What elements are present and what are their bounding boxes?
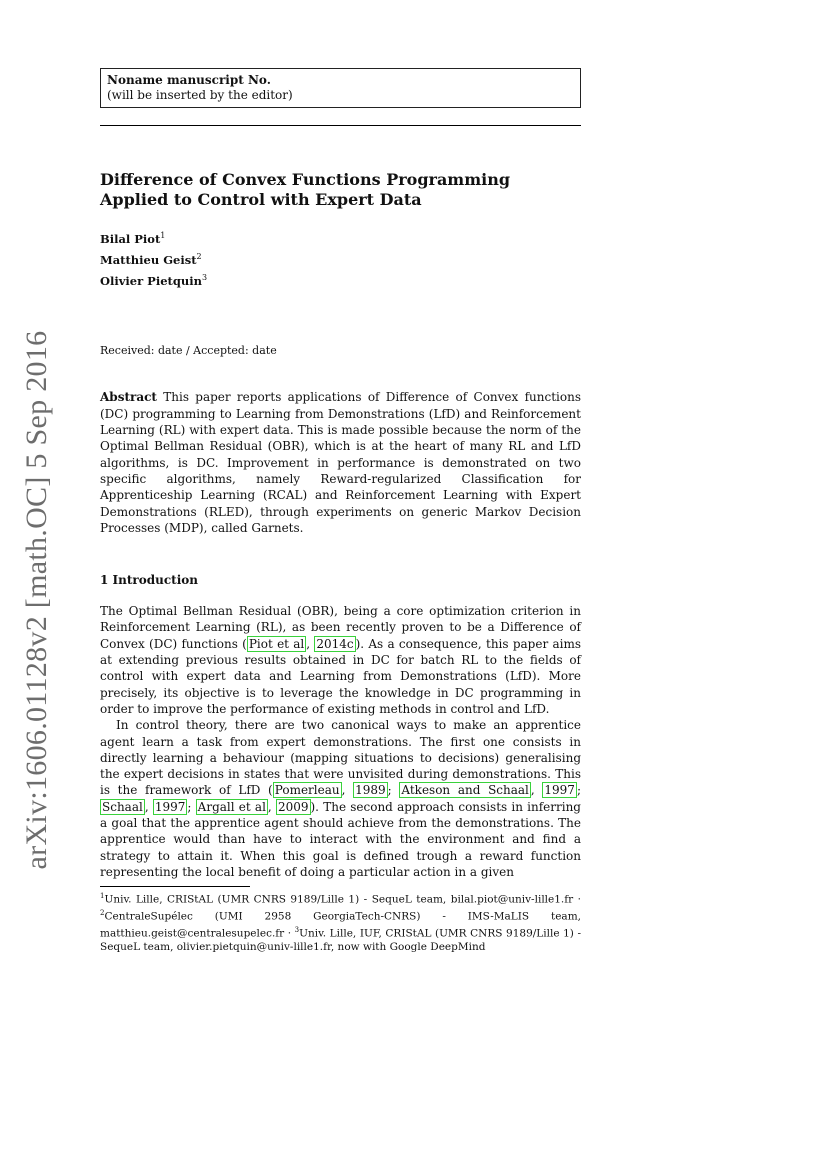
paper-title: Difference of Convex Functions Programming Applied to Control with Expert Data [100, 170, 511, 209]
citation-link[interactable]: 1989 [355, 783, 386, 798]
author-name: Bilal Piot [100, 231, 161, 246]
manuscript-line-2: (will be inserted by the editor) [107, 88, 293, 102]
footnote-text: CentraleSupélec (UMI 2958 GeorgiaTech-CNRS) - IMS-MaLIS team, matthieu.geist@centralesupelec.fr · [100, 910, 581, 940]
citation-link[interactable]: 2014c [316, 636, 354, 651]
text-run: , [144, 799, 153, 814]
footnote-text: Univ. Lille, IUF, CRIStAL (UMR CNRS 9189/Lille 1) - SequeL team, olivier.pietquin@univ-lille1.fr, now with Google DeepMind [100, 927, 581, 954]
paragraph-2 [100, 717, 581, 880]
author-mark: 3 [201, 272, 208, 282]
citation-link[interactable]: Piot et al [248, 636, 305, 651]
author-mark: 2 [196, 251, 202, 261]
text-run: , [341, 783, 354, 798]
citation-link[interactable]: Schaal [102, 799, 143, 814]
manuscript-line-1: Noname manuscript No. [107, 73, 271, 87]
text-run: ; [576, 783, 581, 798]
paragraph-1 [100, 603, 581, 717]
footnote-mark: 1 [100, 892, 105, 901]
introduction-body [100, 603, 581, 880]
author-list [100, 227, 581, 289]
footnote-text: Univ. Lille, CRIStAL (UMR CNRS 9189/Lille 1) - SequeL team, bilal.piot@univ-lille1.fr · [104, 893, 581, 906]
arxiv-stamp: arXiv:1606.01128v2 [math.OC] 5 Sep 2016 [20, 330, 53, 870]
text-run: ). The second approach consists in inferring a goal that the apprentice agent should achieve from the demonstrations. The apprentice would than have to interact with the environment and find a strategy to attain it. When this goal is defined trough a reward function representing the local benefit of doing a particular action in a given [100, 799, 581, 879]
header-rule [100, 125, 581, 126]
citation-link[interactable]: Atkeson and Schaal [401, 783, 529, 798]
footnote [100, 890, 581, 955]
author-2 [100, 248, 581, 269]
author-name: Matthieu Geist [100, 252, 197, 267]
citation-link[interactable]: 1997 [154, 799, 186, 814]
received-line: Received: date / Accepted: date [100, 344, 277, 358]
text-run: ; [187, 799, 196, 814]
footnote-mark: 3 [294, 926, 300, 935]
text-run: , [267, 799, 276, 814]
text-run: The Optimal Bellman Residual (OBR), being a core optimization criterion in Reinforcement Learning (RL), as been recently proven to be a Difference of Convex (DC) functions ( [100, 604, 581, 651]
section-heading: 1 Introduction [100, 573, 198, 588]
text-run: ; [387, 783, 400, 798]
citation-link[interactable]: 1997 [544, 783, 575, 798]
author-3 [100, 269, 581, 290]
text-run: In control theory, there are two canonical ways to make an apprentice agent learn a task from expert demonstrations. The first one consists in directly learning a behaviour (mapping situations to decisions) generalising the expert decisions in states that were unvisited during demonstrations. This is the framework of LfD ( [100, 718, 581, 798]
abstract-label: Abstract [100, 390, 157, 405]
text-run: ). As a consequence, this paper aims at extending previous results obtained in DC for batch RL to the fields of control with expert data and Learning from Demonstrations (LfD). More precisely, its objective is to leverage the knowledge in DC programming in order to improve the performance of existing methods in control and LfD. [100, 636, 581, 716]
footnote-rule [100, 886, 250, 887]
citation-link[interactable]: Argall et al [197, 799, 266, 814]
author-1 [100, 227, 581, 248]
footnote-mark: 2 [100, 909, 105, 918]
paper-page [100, 68, 581, 955]
citation-link[interactable]: 2009 [277, 799, 309, 814]
abstract [100, 389, 581, 536]
abstract-text: This paper reports applications of Difference of Convex functions (DC) programming to Learning from Demonstrations (LfD) and Reinforcement Learning (RL) with expert data. This is made possible because the norm of the Optimal Bellman Residual (OBR), which is at the heart of many RL and LfD algorithms, is DC. Improvement in performance is demonstrated on two specific algorithms, namely Reward-regularized Classification for Apprenticeship Learning (RCAL) and Reinforcement Learning with Expert Demonstrations (RLED), through experiments on generic Markov Decision Processes (MDP), called Garnets. [100, 390, 581, 535]
manuscript-box [100, 68, 581, 108]
text-run: , [530, 783, 543, 798]
author-name: Olivier Pietquin [100, 273, 202, 288]
author-mark: 1 [160, 231, 166, 240]
citation-link[interactable]: Pomerleau [274, 783, 340, 798]
text-run: , [306, 636, 315, 651]
